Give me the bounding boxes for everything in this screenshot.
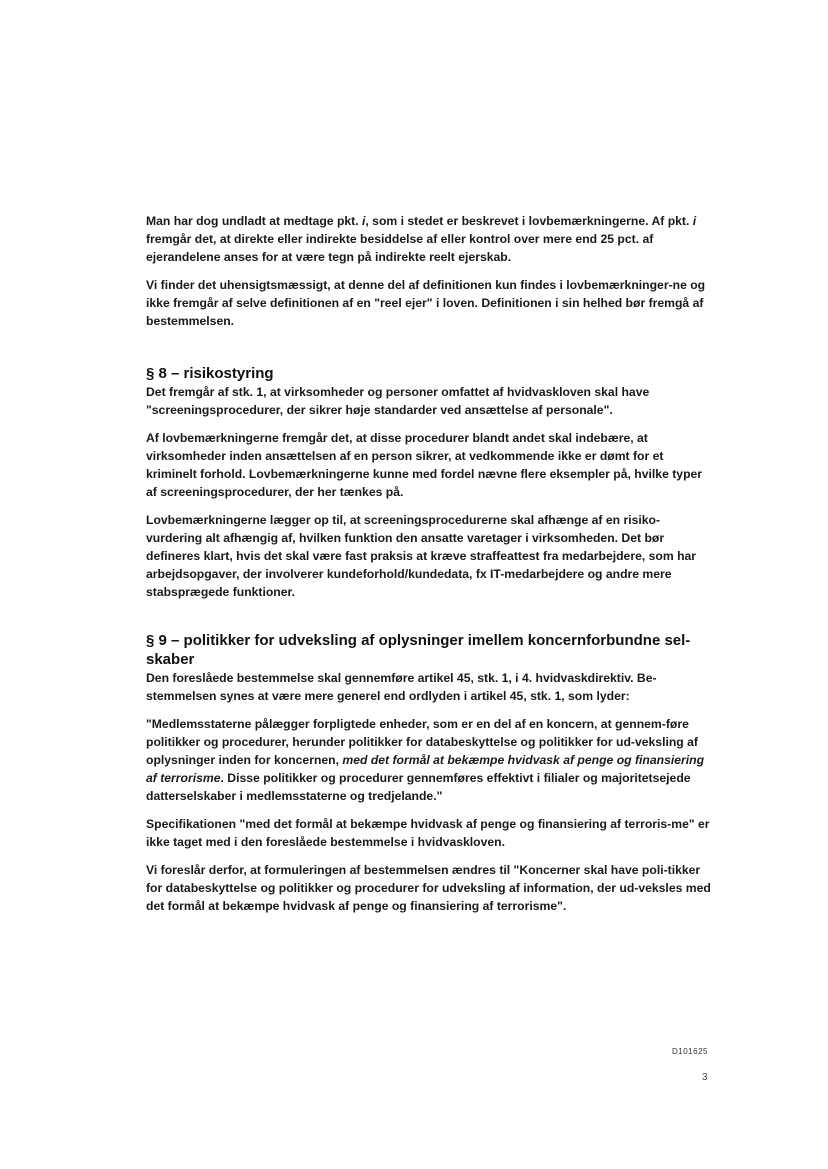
section-9-paragraph-3: Vi foreslår derfor, at formuleringen af bestemmelsen ændres til "Koncerner skal have poli-tikker for databeskyttelse og politikker og procedurer for udveksling af information, der ud-veksles med det formål at bekæmpe hvidvask af penge og finansiering af terrorisme".	[146, 863, 711, 913]
intro-paragraph-2: Vi finder det uhensigtsmæssigt, at denne del af definitionen kun findes i lovbemærkninger-ne og ikke fremgår af selve definitionen af en "reel ejer" i loven. Definitionen i sin helhed bør fremgå af bestemmelsen.	[146, 278, 706, 328]
page-number: 3	[702, 1072, 708, 1083]
intro-italic-i: i	[362, 214, 366, 228]
section-8-paragraph-1: Det fremgår af stk. 1, at virksomheder og personer omfattet af hvidvaskloven skal have "screeningsprocedurer, der sikrer høje standarder ved ansættelse af personale".	[146, 385, 650, 417]
section-9-heading: § 9 – politikker for udveksling af oplysninger imellem koncernforbundne sel-skaber	[146, 632, 691, 668]
section-8-paragraph-2: Af lovbemærkningerne fremgår det, at disse procedurer blandt andet skal indebære, at virksomheder inden ansættelsen af en person sikrer, at vedkommende ikke er dømt for et kriminelt forhold. Lovbemærkningerne kunne med fordel nævne flere eksempler på, hvilke typer af screeningsprocedurer, der her tænkes på.	[146, 431, 703, 499]
quote-text: "Medlemsstaterne pålægger forpligtede enheder, som er en del af en koncern, at gennem-føre politikker og procedurer, herunder politikker for databeskyttelse og politikker for ud-veksling af oplysninger inden for koncernen,	[146, 717, 698, 767]
section-9-paragraph-2: Specifikationen "med det formål at bekæmpe hvidvask af penge og finansiering af terroris-me" er ikke taget med i den foreslåede bestemmelse i hvidvaskloven.	[146, 817, 710, 849]
intro-text: Man har dog undladt at medtage pkt.	[146, 214, 363, 228]
intro-text: fremgår det, at direkte eller indirekte besiddelse af eller kontrol over mere end 25 pct. af ejerandelene anses for at være tegn på indirekte reelt ejerskab.	[146, 232, 654, 264]
document-body	[146, 212, 716, 915]
quote-emphasis: med det formål at bekæmpe hvidvask af penge og finansiering af terrorisme	[146, 753, 705, 785]
document-code: D101625	[672, 1047, 708, 1056]
intro-paragraph-1	[146, 212, 716, 266]
quote-text: . Disse politikker og procedurer gennemføres effektivt i filialer og majoritetsejede datterselskaber i medlemsstaterne og tredjelande."	[146, 771, 691, 803]
section-8-paragraph-3: Lovbemærkningerne lægger op til, at screeningsprocedurerne skal afhænge af en risiko-vurdering alt afhængig af, hvilken funktion den ansatte varetager i virksomheden. Det bør defineres klart, hvis det skal være fast praksis at kræve straffeattest fra medarbejdere, som har arbejdsopgaver, der involverer kundeforhold/kundedata, fx IT-medarbejdere og andre mere stabsprægede funktioner.	[146, 513, 697, 599]
intro-italic-i: i	[692, 214, 697, 228]
section-8-heading: § 8 – risikostyring	[146, 365, 274, 382]
section-9-quote	[146, 715, 716, 805]
section-9-paragraph-1: Den foreslåede bestemmelse skal gennemføre artikel 45, stk. 1, i 4. hvidvaskdirektiv. Be-stemmelsen synes at være mere generel end ordlyden i artikel 45, stk. 1, som lyder:	[146, 671, 657, 703]
intro-text: , som i stedet er beskrevet i lovbemærkningerne. Af pkt.	[365, 214, 693, 228]
